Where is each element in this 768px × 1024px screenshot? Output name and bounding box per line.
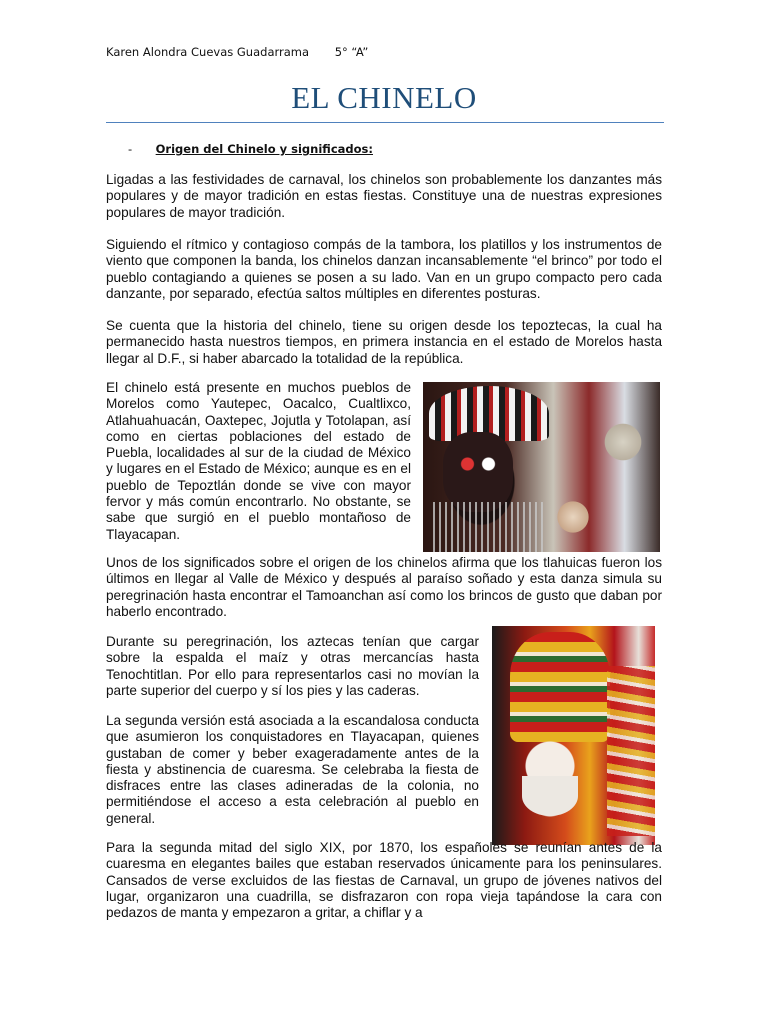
paragraph-7: La segunda versión está asociada a la escandalosa conducta que asumieron los conquistadores en Tlayacapan, quienes gustaban de comer y beber exageradamente antes de la fiesta y abstinencia de cuaresma. Se celebraba la fiesta de disfraces entre las clases adineradas de la colonia, no permitiéndose el acceso a esta celebración al pueblo en general. — [106, 713, 479, 826]
section-heading-text: Origen del Chinelo y significados: — [155, 142, 373, 156]
bullet-dash: - — [128, 142, 133, 156]
photo-beard-shape — [522, 776, 578, 816]
photo-beads-shape — [433, 502, 543, 552]
chinelo-dancer-photo-1 — [423, 382, 660, 552]
paragraph-3: Se cuenta que la historia del chinelo, tiene su origen desde los tepoztecas, la cual ha permanecido hasta nuestros tiempos, en primera instancia en el estado de Morelos hasta llegar al D.F., si haber abarcado la totalidad de la república. — [106, 318, 662, 366]
grade-label: 5° “A” — [334, 45, 369, 59]
paragraph-4: El chinelo está presente en muchos pueblos de Morelos como Yautepec, Oacalco, Cualtlixco, Atlahuahuacán, Oaxtepec, Jojutla y Totolapan, así como en ciertas poblaciones del estado de Puebla, localidades al sur de la ciudad de México y lugares en el Estado de México; aunque es en el pueblo de Tepoztlán donde se vive con mayor fervor y más común encontrarlo. No obstante, se sabe que surgió en el pueblo montañoso de Tlayacapan. — [106, 380, 411, 542]
document-header — [106, 45, 368, 59]
paragraph-2: Siguiendo el rítmico y contagioso compás de la tambora, los platillos y los instrumentos de viento que componen la banda, los chinelos danzan incansablemente “el brinco” por todo el pueblo contagiando a quienes se posen a su lado. Van en un grupo compacto pero cada danzante, por separado, efectúa saltos múltiples en diferentes posturas. — [106, 237, 662, 301]
section-heading — [128, 142, 373, 156]
paragraph-1: Ligadas a las festividades de carnaval, los chinelos son probablemente los danzantes más populares y de mayor tradición en estas fiestas. Constituye una de nuestras expresiones populares de mayor tradición. — [106, 172, 662, 220]
chinelo-dancer-photo-2 — [492, 626, 655, 845]
paragraph-5: Unos de los significados sobre el origen de los chinelos afirma que los tlahuicas fueron los últimos en llegar al Valle de México y después al paraíso soñado y esta danza simula su peregrinación hasta encontrar el Tamoanchan así como los brincos de gusto que daban por haberlo encontrado. — [106, 555, 662, 619]
photo-costume-shape — [607, 666, 655, 836]
photo-mask-shape — [443, 432, 513, 512]
page-title: EL CHINELO — [291, 80, 477, 115]
photo-headdress-shape — [510, 632, 610, 742]
author-name: Karen Alondra Cuevas Guadarrama — [106, 45, 310, 59]
paragraph-6: Durante su peregrinación, los aztecas tenían que cargar sobre la espalda el maíz y otras mercancías hasta Tenochtitlan. Por ello para representarlos casi no movían la parte superior del cuerpo y sí los pies y las caderas. — [106, 634, 479, 698]
paragraph-8: Para la segunda mitad del siglo XIX, por 1870, los españoles se reunían antes de la cuaresma en elegantes bailes que estaban reservados únicamente para los peninsulares. Cansados de verse excluidos de las fiestas de Carnaval, un grupo de jóvenes nativos del lugar, organizaron una cuadrilla, se disfrazaron con ropa vieja tapándose la cara con pedazos de manta y empezaron a gritar, a chiflar y a — [106, 840, 662, 921]
title-divider — [106, 122, 664, 123]
